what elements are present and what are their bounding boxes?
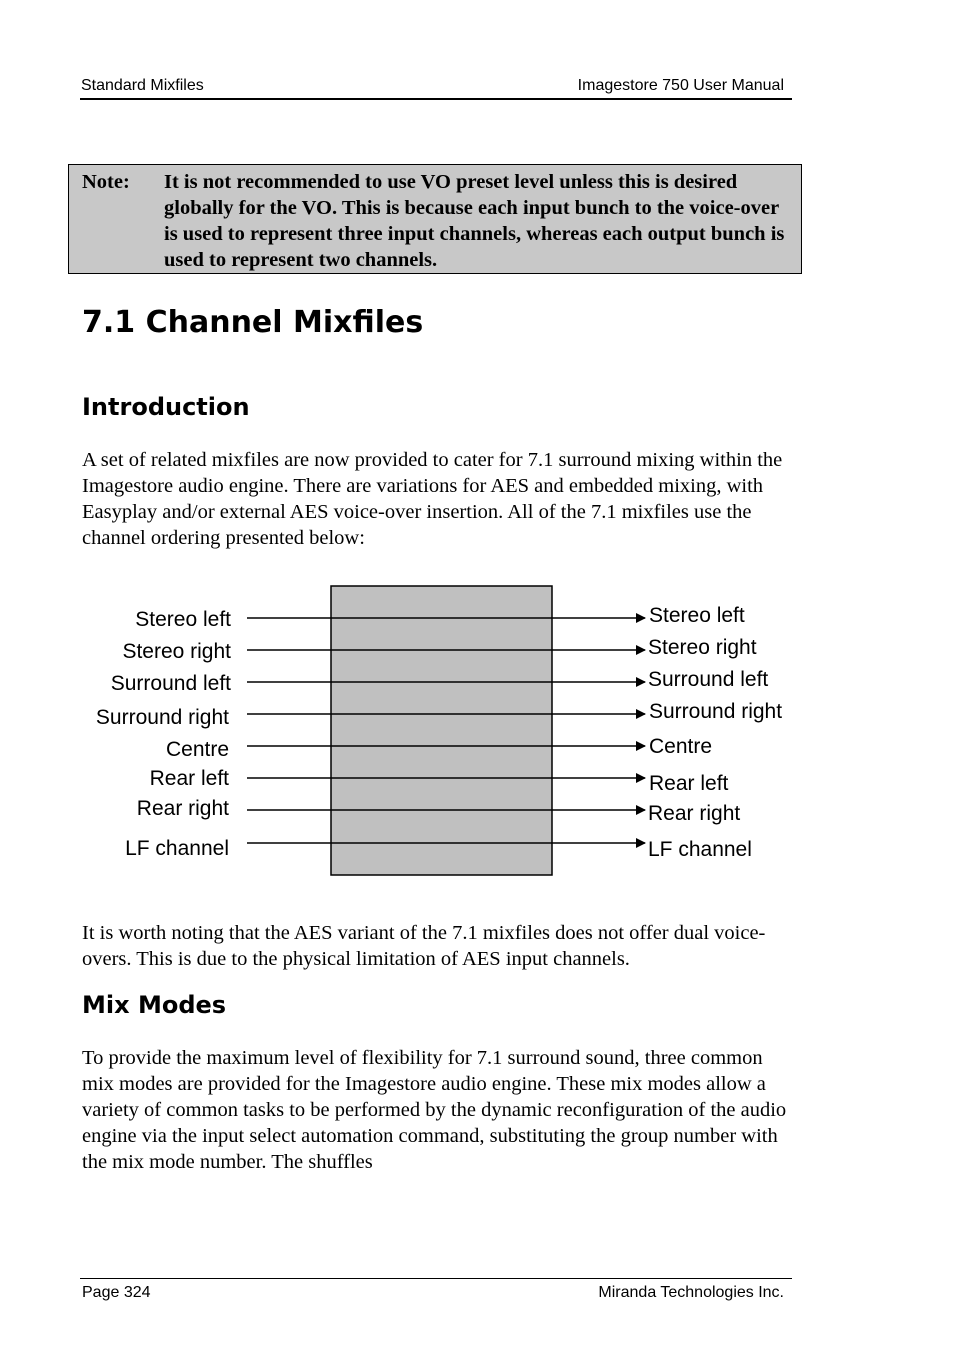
note-label: Note: (82, 171, 130, 193)
section-heading-introduction: Introduction (82, 393, 250, 421)
page-number: Page 324 (82, 1284, 151, 1301)
input-label: Rear left (149, 767, 229, 790)
output-label: Rear right (648, 802, 741, 825)
output-label: Stereo left (649, 604, 745, 627)
output-label: Stereo right (648, 636, 757, 659)
header-section-title: Standard Mixfiles (81, 77, 204, 94)
input-label: Stereo left (135, 608, 231, 631)
mixer-box (331, 586, 552, 875)
output-label: Surround left (648, 668, 769, 691)
aes-note-paragraph: It is worth noting that the AES variant of the 7.1 mixfiles does not offer dual voice-overs. This is due to the physical limitation of AES input channels. (82, 922, 766, 970)
footer-company: Miranda Technologies Inc. (598, 1284, 784, 1301)
section-heading-mix-modes: Mix Modes (82, 991, 227, 1019)
output-label: Centre (649, 735, 713, 758)
page-title: 7.1 Channel Mixfiles (82, 305, 424, 340)
note-text: It is not recommended to use VO preset level unless this is desired globally for the VO. This is because each input bunch to the voice-over is used to represent three input channels, whereas each output bunch is used to represent two channels. (164, 171, 785, 271)
output-label: Rear left (649, 772, 729, 795)
mix-modes-paragraph: To provide the maximum level of flexibility for 7.1 surround sound, three common mix modes are provided for the Imagestore audio engine. These mix modes allow a variety of common tasks to be performed by the dynamic reconfiguration of the audio engine via the input select automation command, substituting the group number with the mix mode number. The shuffles (82, 1047, 787, 1173)
input-label: LF channel (125, 837, 229, 860)
input-label: Stereo right (122, 640, 231, 663)
input-label: Centre (165, 738, 229, 761)
output-label: LF channel (648, 838, 752, 861)
input-label: Surround right (95, 706, 229, 729)
input-label: Rear right (136, 797, 229, 820)
header-manual-title: Imagestore 750 User Manual (577, 77, 784, 94)
output-label: Surround right (649, 700, 783, 723)
page-footer (80, 1278, 792, 1303)
introduction-paragraph: A set of related mixfiles are now provided to cater for 7.1 surround mixing within the Imagestore audio engine. There are variations for AES and embedded mixing, with Easyplay and/or external AES voice-over insertion. All of the 7.1 mixfiles use the channel ordering presented below: (82, 449, 783, 549)
input-label: Surround left (110, 672, 231, 695)
